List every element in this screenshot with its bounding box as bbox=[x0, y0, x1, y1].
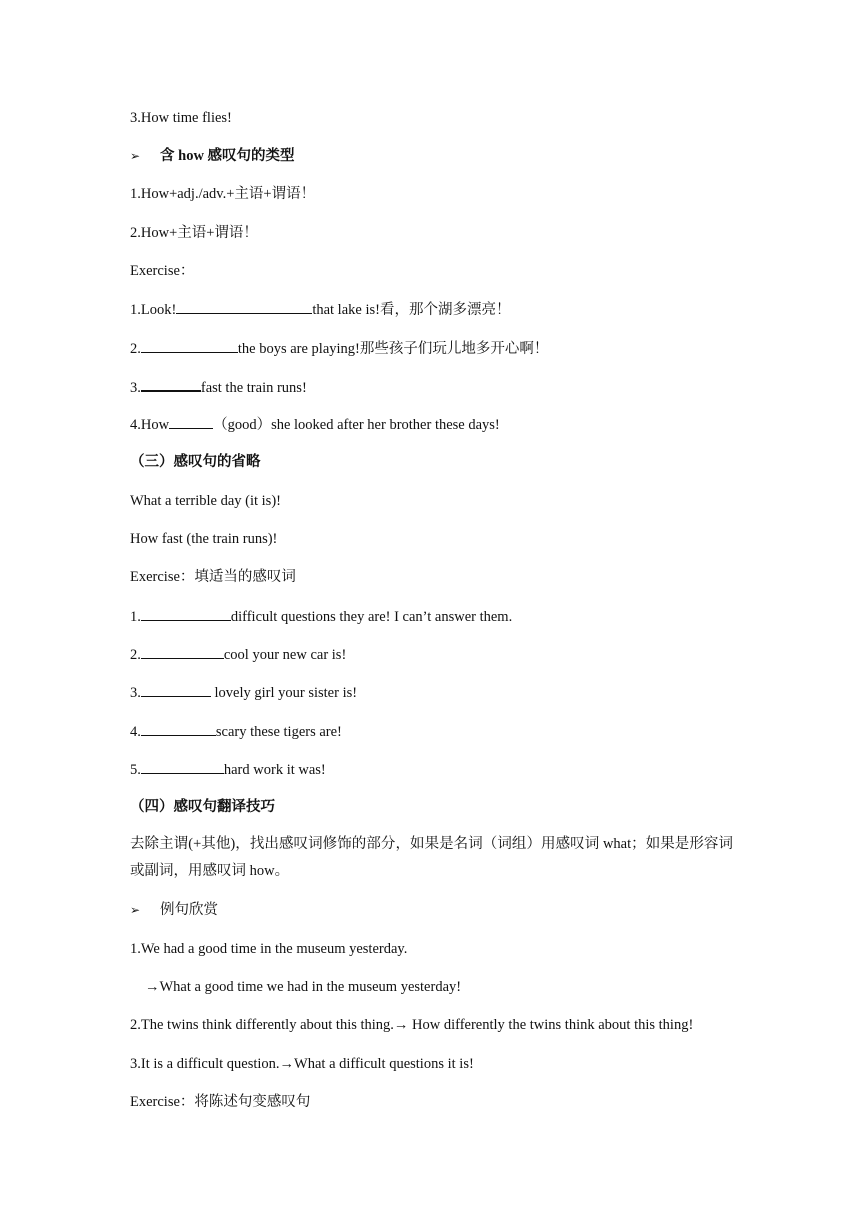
question-text: （good）she looked after her brother these days! bbox=[213, 417, 500, 433]
example-1: 1.We had a good time in the museum yesterday. bbox=[130, 941, 408, 957]
exercise-1-question-4 bbox=[130, 414, 500, 435]
answer-blank bbox=[141, 606, 231, 621]
question-prefix: 2. bbox=[130, 647, 141, 663]
exercise-2-question-3 bbox=[130, 682, 357, 703]
example-2: 2.The twins think differently about this thing.→ How differently the twins think about this thing! bbox=[130, 1017, 694, 1033]
question-prefix: 1. bbox=[130, 609, 141, 625]
exercise-1-question-1 bbox=[130, 299, 510, 320]
question-prefix: 3. bbox=[130, 380, 141, 396]
question-text: scary these tigers are! bbox=[215, 724, 342, 740]
how-types-heading-text: 含 how 感叹句的类型 bbox=[160, 148, 295, 164]
answer-blank bbox=[141, 721, 216, 736]
answer-blank bbox=[141, 376, 201, 392]
question-text: that lake is!看，那个湖多漂亮！ bbox=[312, 302, 511, 318]
pattern-2: 2.How+主语+谓语！ bbox=[130, 225, 258, 241]
exercise-2-question-4 bbox=[130, 721, 342, 742]
exercise-2-question-5 bbox=[130, 759, 326, 780]
exercise-2-question-2 bbox=[130, 644, 346, 665]
omission-example-2: How fast (the train runs)! bbox=[130, 531, 278, 547]
answer-blank bbox=[141, 682, 211, 697]
question-prefix: 3. bbox=[130, 685, 141, 701]
how-time-flies-line: 3.How time flies! bbox=[130, 110, 232, 126]
question-prefix: 1.Look! bbox=[130, 302, 177, 318]
exercise-2-label: Exercise：填适当的感叹词 bbox=[130, 569, 296, 585]
question-text: the boys are playing!那些孩子们玩儿地多开心啊！ bbox=[237, 341, 549, 357]
omission-example-1: What a terrible day (it is)! bbox=[130, 493, 281, 509]
question-text: hard work it was! bbox=[223, 762, 326, 778]
question-text: lovely girl your sister is! bbox=[210, 685, 358, 701]
examples-heading bbox=[130, 900, 218, 920]
section-4-heading: （四）感叹句翻译技巧 bbox=[130, 799, 275, 815]
pattern-1: 1.How+adj./adv.+主语+谓语！ bbox=[130, 186, 316, 202]
bullet-arrow-icon: ➢ bbox=[130, 149, 141, 163]
question-text: fast the train runs! bbox=[200, 380, 307, 396]
example-3: 3.It is a difficult question.→What a difficult questions it is! bbox=[130, 1056, 474, 1072]
question-text: difficult questions they are! I can’t answer them. bbox=[230, 609, 513, 625]
section-3-heading: （三）感叹句的省略 bbox=[130, 454, 261, 470]
exercise-3-label: Exercise：将陈述句变感叹句 bbox=[130, 1094, 311, 1110]
translation-tip-paragraph: 去除主谓(+其他)，找出感叹词修饰的部分，如果是名词（词组）用感叹词 what；如果是形容词或副词，用感叹词 how。 bbox=[130, 836, 733, 879]
exercise-2-question-1 bbox=[130, 606, 512, 627]
question-prefix: 4.How bbox=[130, 417, 170, 433]
answer-blank bbox=[141, 759, 224, 774]
bullet-arrow-icon: ➢ bbox=[130, 903, 141, 917]
exercise-1-question-3 bbox=[130, 376, 307, 398]
exercise-1-question-2 bbox=[130, 338, 548, 359]
answer-blank bbox=[141, 338, 238, 353]
question-text: cool your new car is! bbox=[223, 647, 347, 663]
exercise-1-label: Exercise： bbox=[130, 263, 195, 279]
how-types-heading bbox=[130, 146, 295, 166]
answer-blank bbox=[169, 414, 213, 429]
question-prefix: 4. bbox=[130, 724, 141, 740]
answer-blank bbox=[176, 299, 312, 314]
example-1-result: →What a good time we had in the museum yesterday! bbox=[145, 979, 462, 995]
question-prefix: 5. bbox=[130, 762, 141, 778]
question-prefix: 2. bbox=[130, 341, 141, 357]
examples-heading-text: 例句欣赏 bbox=[160, 902, 218, 918]
answer-blank bbox=[141, 644, 224, 659]
